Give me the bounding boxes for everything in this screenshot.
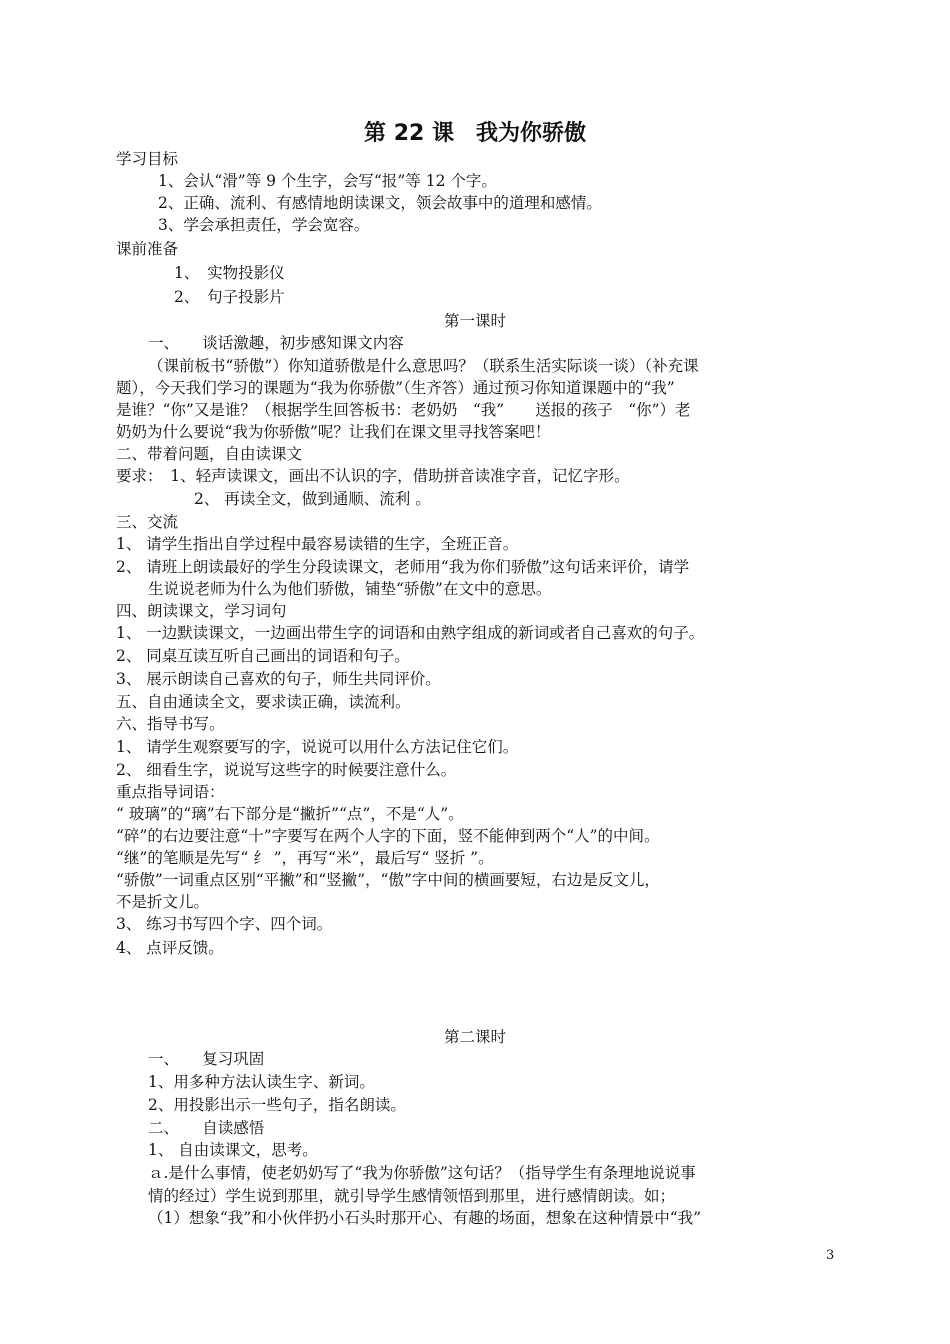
text-line: 3、 展示朗读自己喜欢的句子，师生共同评价。	[116, 670, 441, 688]
text-line: 2、 再读全文，做到通顺、流利 。	[194, 490, 431, 508]
text-line: “ 玻璃”的“璃”右下部分是“撇折”“点”，不是“人”。	[116, 805, 464, 823]
text-line: ａ.是什么事情，使老奶奶写了“我为你骄傲”这句话？（指导学生有条理地说说事	[148, 1164, 696, 1182]
text-line: 情的经过）学生说到那里，就引导学生感情领悟到那里，进行感情朗读。如；	[148, 1187, 676, 1205]
text-line: 1、 实物投影仪	[174, 264, 285, 282]
text-line: 2、正确、流利、有感情地朗读课文，领会故事中的道理和感情。	[158, 194, 602, 212]
text-line: 2、 句子投影片	[174, 288, 285, 306]
text-line: “骄傲”一词重点区别“平撇”和“竖撇”，“傲”字中间的横画要短，右边是反文儿，	[116, 871, 660, 889]
text-line: 2、 细看生字，说说写这些字的时候要注意什么。	[116, 761, 457, 779]
text-line: 是谁？“你”又是谁？（根据学生回答板书：老奶奶 “我” 送报的孩子 “你”）老	[116, 401, 691, 419]
text-line: 4、 点评反馈。	[116, 939, 224, 957]
text-line: 奶奶为什么要说“我为你骄傲”呢？让我们在课文里寻找答案吧！	[116, 423, 551, 441]
text-line: 1、会认“滑”等 9 个生字，会写“报”等 12 个字。	[158, 172, 497, 190]
text-line: 五、自由通读全文，要求读正确，读流利。	[116, 693, 411, 711]
text-line: 1、 请学生观察要写的字，说说可以用什么方法记住它们。	[116, 738, 519, 756]
text-line: 3、学会承担责任，学会宽容。	[158, 216, 370, 234]
text-line: 二、 自读感悟	[148, 1119, 265, 1137]
text-line: 课前准备	[116, 240, 179, 258]
section-heading: 第二课时	[443, 1028, 506, 1046]
section-heading: 第一课时	[443, 312, 506, 330]
text-line: 一、 谈话激趣，初步感知课文内容	[148, 334, 404, 352]
text-line: 不是折文儿。	[116, 893, 210, 911]
text-line: 生说说老师为什么为他们骄傲，铺垫“骄傲”在文中的意思。	[148, 580, 552, 598]
text-line: 六、指导书写。	[116, 715, 225, 733]
text-line: 2、 请班上朗读最好的学生分段读课文，老师用“我为你们骄傲”这句话来评价，请学	[116, 558, 690, 576]
text-line: 2、 同桌互读互听自己画出的词语和句子。	[116, 647, 410, 665]
text-line: 1、用多种方法认读生字、新词。	[148, 1073, 375, 1091]
text-line: （1）想象“我”和小伙伴扔小石头时那开心、有趣的场面，想象在这种情景中“我”	[148, 1209, 702, 1227]
text-line: “继”的笔顺是先写“ 纟 ”，再写“米”，最后写“ 竖折 ”。	[116, 849, 494, 867]
text-line: 1、 请学生指出自学过程中最容易读错的生字，全班正音。	[116, 535, 519, 553]
text-line: 1、 自由读课文，思考。	[148, 1141, 318, 1159]
text-line: 2、用投影出示一些句子，指名朗读。	[148, 1096, 406, 1114]
text-line: 学习目标	[116, 150, 179, 168]
text-line: 3、 练习书写四个字、四个词。	[116, 915, 333, 933]
text-line: 三、交流	[116, 513, 179, 531]
lesson-title: 第 22 课 我为你骄傲	[364, 121, 586, 146]
page-number: 3	[826, 1248, 835, 1263]
text-line: （课前板书“骄傲”）你知道骄傲是什么意思吗？（联系生活实际谈一谈）（补充课	[148, 357, 699, 375]
text-line: 二、带着问题，自由读课文	[116, 445, 303, 463]
text-line: 题），今天我们学习的课题为“我为你骄傲”（生齐答）通过预习你知道课题中的“我”	[116, 379, 675, 397]
text-line: 重点指导词语：	[116, 783, 225, 801]
text-line: 四、朗读课文，学习词句	[116, 602, 287, 620]
text-line: 1、 一边默读课文，一边画出带生字的词语和由熟字组成的新词或者自己喜欢的句子。	[116, 624, 705, 642]
text-line: “碎”的右边要注意“十”字要写在两个人字的下面，竖不能伸到两个“人”的中间。	[116, 827, 660, 845]
text-line: 要求： 1、轻声读课文，画出不认识的字，借助拼音读准字音，记忆字形。	[116, 467, 630, 485]
text-line: 一、 复习巩固	[148, 1050, 265, 1068]
